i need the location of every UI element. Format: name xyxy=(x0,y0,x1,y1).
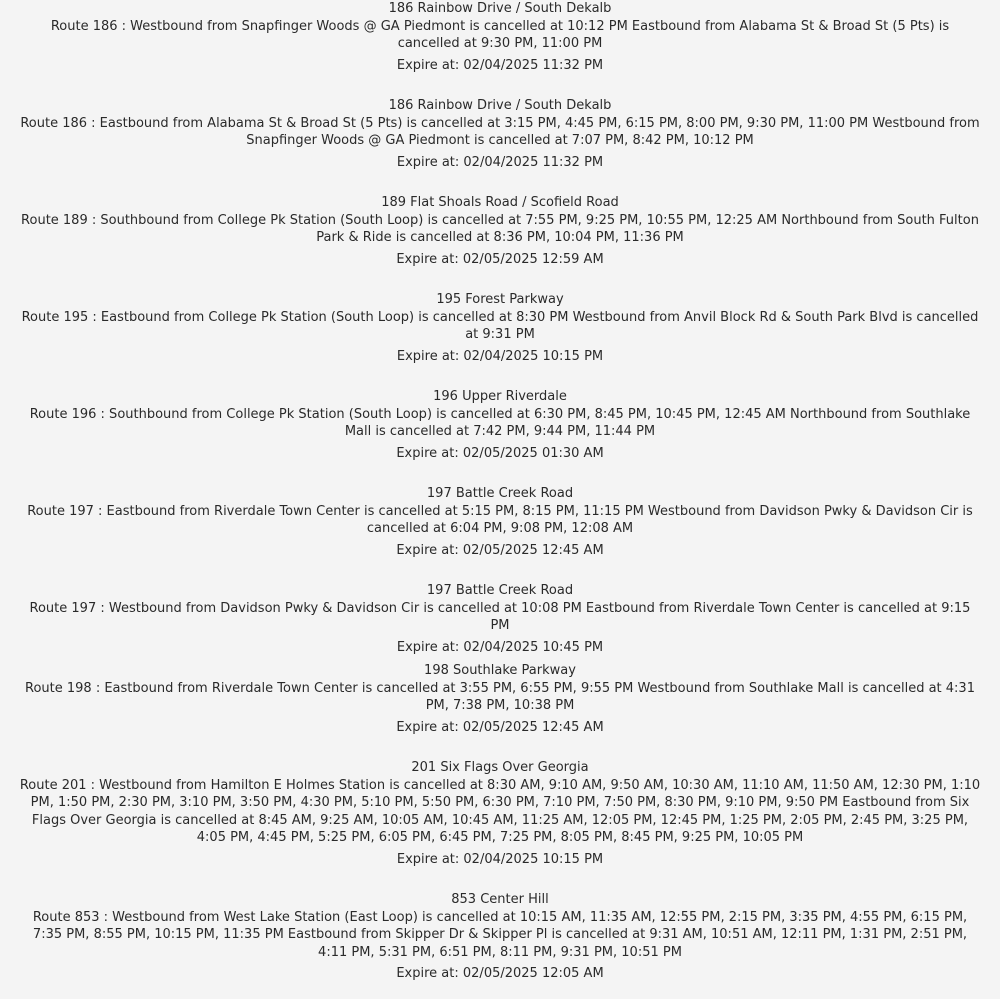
alert-title: 853 Center Hill xyxy=(451,892,549,907)
expire-value: 02/04/2025 10:45 PM xyxy=(463,639,604,655)
expire-label: Expire at: xyxy=(396,154,464,170)
alert-description: Route 186 : Westbound from Snapfinger Woods @ GA Piedmont is cancelled at 10:12 PM Eastbound from Alabama St & Broad St (5 Pts) is cancelled at 9:30 PM, 11:00 PM xyxy=(50,18,950,51)
alert-expire xyxy=(0,719,1000,737)
alert-item xyxy=(0,891,1000,983)
alert-expire xyxy=(0,851,1000,869)
expire-label: Expire at: xyxy=(396,348,464,364)
alert-description: Route 196 : Southbound from College Pk Station (South Loop) is cancelled at 6:30 PM, 8:45 PM, 10:45 PM, 12:45 AM Northbound from Southlake Mall is cancelled at 7:42 PM, 9:44 PM, 11:44 PM xyxy=(29,406,971,439)
alert-description: Route 195 : Eastbound from College Pk Station (South Loop) is cancelled at 8:30 PM Westbound from Anvil Block Rd & South Park Blvd is cancelled at 9:31 PM xyxy=(21,309,979,342)
expire-label: Expire at: xyxy=(396,445,463,461)
expire-value: 02/05/2025 12:05 AM xyxy=(462,966,604,981)
expire-label: Expire at: xyxy=(396,57,464,73)
expire-value: 02/05/2025 01:30 AM xyxy=(462,445,604,461)
expire-label: Expire at: xyxy=(396,851,464,867)
alert-title: 197 Battle Creek Road xyxy=(426,583,574,598)
alert-title: 196 Upper Riverdale xyxy=(433,389,567,404)
alert-title: 195 Forest Parkway xyxy=(436,292,564,307)
alert-item xyxy=(0,759,1000,868)
expire-value: 02/04/2025 10:15 PM xyxy=(463,851,604,867)
alert-expire xyxy=(0,445,1000,463)
expire-label: Expire at: xyxy=(396,719,463,735)
alert-item xyxy=(0,97,1000,171)
alert-expire xyxy=(0,348,1000,366)
expire-value: 02/04/2025 10:15 PM xyxy=(463,348,604,364)
expire-label: Expire at: xyxy=(396,639,464,655)
alert-description: Route 186 : Eastbound from Alabama St & Broad St (5 Pts) is cancelled at 3:15 PM, 4:45 PM, 6:15 PM, 8:00 PM, 9:30 PM, 11:00 PM Westbound from Snapfinger Woods @ GA Piedmont is cancelled at 7:07 PM, 8:42 PM, 10:12 PM xyxy=(20,115,980,148)
alert-item xyxy=(0,582,1000,656)
alert-expire xyxy=(0,154,1000,172)
alert-description: Route 197 : Westbound from Davidson Pwky & Davidson Cir is cancelled at 10:08 PM Eastbound from Riverdale Town Center is cancelled at 9:15 PM xyxy=(29,600,971,633)
alert-description: Route 198 : Eastbound from Riverdale Town Center is cancelled at 3:55 PM, 6:55 PM, 9:55 PM Westbound from Southlake Mall is cancelled at 4:31 PM, 7:38 PM, 10:38 PM xyxy=(25,680,975,713)
alert-title: 197 Battle Creek Road xyxy=(426,486,574,501)
alert-title: 186 Rainbow Drive / South Dekalb xyxy=(388,98,612,113)
alert-item xyxy=(0,194,1000,268)
alert-item xyxy=(0,485,1000,559)
alert-item xyxy=(0,388,1000,462)
alert-item xyxy=(0,291,1000,365)
alert-title: 189 Flat Shoals Road / Scofield Road xyxy=(381,195,619,210)
alert-expire xyxy=(0,542,1000,560)
expire-value: 02/05/2025 12:45 AM xyxy=(462,542,604,558)
expire-value: 02/05/2025 12:45 AM xyxy=(462,719,604,735)
alert-expire xyxy=(0,251,1000,269)
alert-expire xyxy=(0,57,1000,75)
alert-title: 186 Rainbow Drive / South Dekalb xyxy=(388,1,612,16)
expire-label: Expire at: xyxy=(396,542,463,558)
alert-title: 201 Six Flags Over Georgia xyxy=(411,760,589,775)
alert-description: Route 189 : Southbound from College Pk Station (South Loop) is cancelled at 7:55 PM, 9:25 PM, 10:55 PM, 12:25 AM Northbound from South Fulton Park & Ride is cancelled at 8:36 PM, 10:04 PM, 11:36 PM xyxy=(21,212,979,245)
alert-title: 198 Southlake Parkway xyxy=(424,663,576,678)
alert-item xyxy=(0,662,1000,736)
alert-expire xyxy=(0,965,1000,983)
expire-value: 02/05/2025 12:59 AM xyxy=(462,251,604,267)
alert-description: Route 201 : Westbound from Hamilton E Holmes Station is cancelled at 8:30 AM, 9:10 AM, 9:50 AM, 10:30 AM, 11:10 AM, 11:50 AM, 12:30 PM, 1:10 PM, 1:50 PM, 2:30 PM, 3:10 PM, 3:50 PM, 4:30 PM, 5:10 PM, 5:50 PM, 6:30 PM, 7:10 PM, 7:50 PM, 8:30 PM, 9:10 PM, 9:50 PM Eastbound from Six Flags Over Georgia is cancelled at 8:45 AM, 9:25 AM, 10:05 AM, 10:45 AM, 11:25 AM, 12:05 PM, 12:45 PM, 1:25 PM, 2:05 PM, 2:45 PM, 3:25 PM, 4:05 PM, 4:45 PM, 5:25 PM, 6:05 PM, 6:45 PM, 7:25 PM, 8:05 PM, 8:45 PM, 9:25 PM, 10:05 PM xyxy=(19,777,981,845)
expire-label: Expire at: xyxy=(396,251,463,267)
expire-value: 02/04/2025 11:32 PM xyxy=(463,57,604,73)
expire-label: Expire at: xyxy=(396,966,463,981)
alert-description: Route 853 : Westbound from West Lake Station (East Loop) is cancelled at 10:15 AM, 11:35 AM, 12:55 PM, 2:15 PM, 3:35 PM, 4:55 PM, 6:15 PM, 7:35 PM, 8:55 PM, 10:15 PM, 11:35 PM Eastbound from Skipper Dr & Skipper Pl is cancelled at 9:31 AM, 10:51 AM, 12:11 PM, 1:31 PM, 2:51 PM, 4:11 PM, 5:31 PM, 6:51 PM, 8:11 PM, 9:31 PM, 10:51 PM xyxy=(32,909,968,960)
alert-item xyxy=(0,0,1000,74)
alert-expire xyxy=(0,639,1000,657)
alert-description: Route 197 : Eastbound from Riverdale Town Center is cancelled at 5:15 PM, 8:15 PM, 11:15 PM Westbound from Davidson Pwky & Davidson Cir is cancelled at 6:04 PM, 9:08 PM, 12:08 AM xyxy=(27,503,973,536)
expire-value: 02/04/2025 11:32 PM xyxy=(463,154,604,170)
